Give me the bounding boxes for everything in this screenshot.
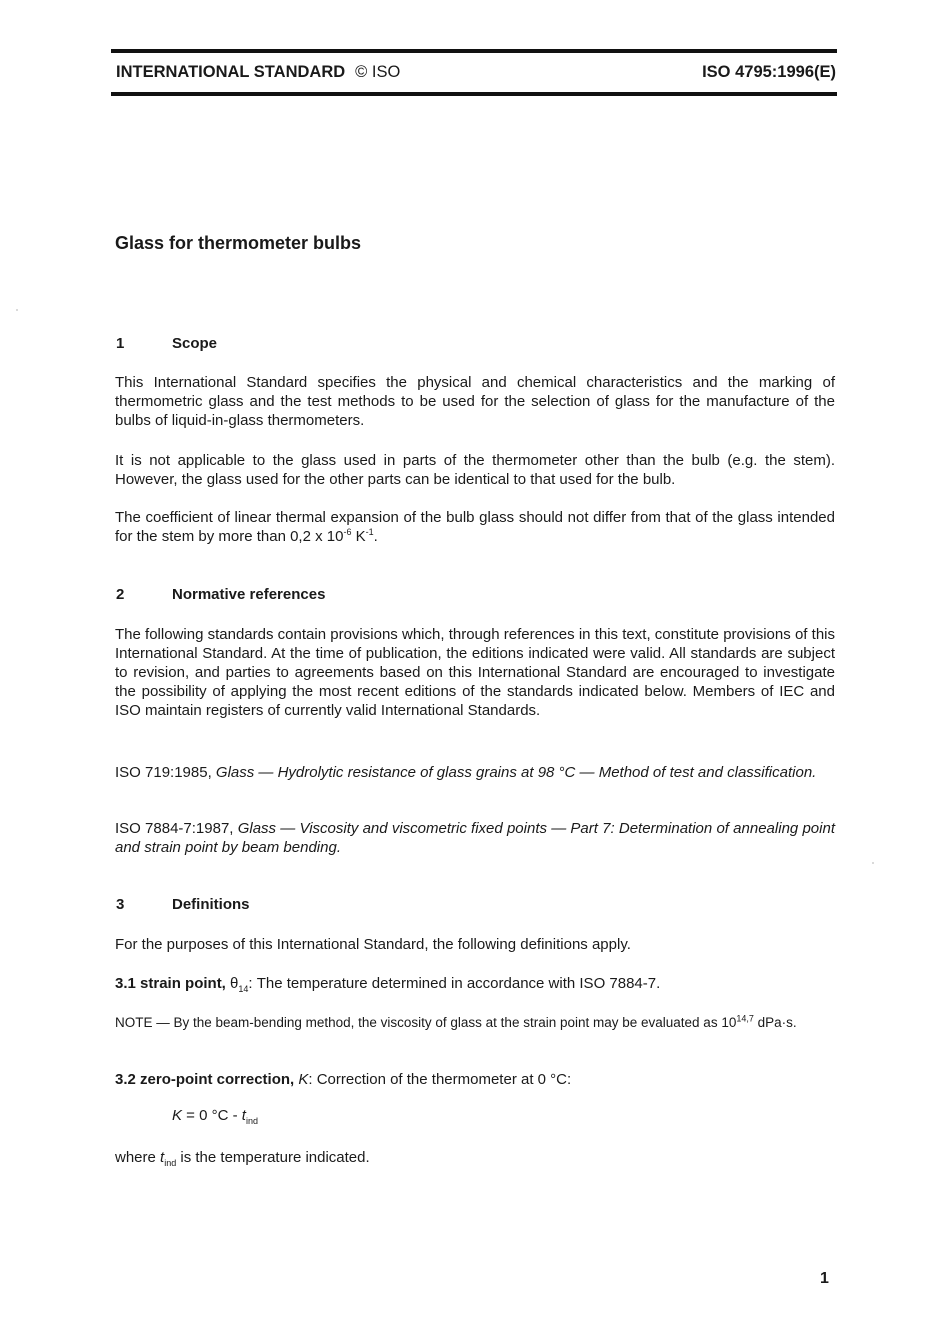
section-heading-scope bbox=[116, 335, 217, 352]
where-subscript: ind bbox=[164, 1158, 177, 1168]
note-unit: dPa·s. bbox=[753, 1015, 797, 1030]
header-copyright: © ISO bbox=[355, 63, 401, 81]
where-variable: t bbox=[160, 1149, 165, 1166]
scope-paragraph-3 bbox=[115, 508, 835, 546]
definition-symbol: K bbox=[298, 1071, 309, 1088]
definition-note bbox=[115, 1014, 835, 1031]
note-exponent: 14,7 bbox=[736, 1013, 754, 1024]
normative-paragraph: The following standards contain provisions which, through references in this text, constitute provisions of this International Standard. At the time of publication, the editions indicated were valid. All standards are subject to revision, and parties to agreements based on this International Standard are encouraged to investigate the possibility of applying the most recent editions of the standards indicated below. Members of IEC and ISO maintain registers of currently valid International Standards. bbox=[115, 626, 835, 719]
formula-lhs: K bbox=[172, 1107, 183, 1124]
definition-term: 3.2 zero-point correction, bbox=[115, 1071, 295, 1088]
formula-middle: = 0 °C - bbox=[182, 1107, 242, 1124]
header-standard-text: INTERNATIONAL STANDARD bbox=[116, 63, 346, 81]
section-number: 2 bbox=[116, 586, 125, 603]
where-text: where bbox=[115, 1149, 161, 1166]
section-title: Normative references bbox=[172, 586, 326, 603]
definition-symbol: θ bbox=[230, 975, 239, 992]
reference-title: Glass — Viscosity and viscometric fixed points — Part 7: Determination of annealing point and strain point by beam bending. bbox=[115, 820, 835, 856]
scan-speck bbox=[16, 309, 18, 311]
note-text: NOTE — By the beam-bending method, the viscosity of glass at the strain point may be evaluated as 10 bbox=[115, 1015, 737, 1030]
header-bottom-rule bbox=[111, 92, 837, 96]
scope-p3-exponent-2: -1 bbox=[365, 527, 374, 537]
scope-p3-exponent-1: -6 bbox=[343, 527, 352, 537]
page-number: 1 bbox=[820, 1270, 829, 1287]
definition-strain-point bbox=[115, 974, 835, 993]
scope-p3-unit: K bbox=[351, 528, 366, 545]
formula-explanation bbox=[115, 1148, 835, 1167]
formula-subscript: ind bbox=[245, 1116, 258, 1126]
definition-text: : The temperature determined in accordance with ISO 7884-7. bbox=[248, 975, 661, 992]
scope-paragraph-1: This International Standard specifies the physical and chemical characteristics and the marking of thermometric glass and the test methods to be used for the selection of glass for the manufacture of the bulbs of liquid-in-glass thermometers. bbox=[115, 374, 835, 429]
definition-symbol-subscript: 14 bbox=[238, 984, 249, 994]
header-top-rule bbox=[111, 49, 837, 53]
section-heading-definitions bbox=[116, 896, 250, 913]
definition-term: 3.1 strain point, bbox=[115, 975, 226, 992]
section-title: Scope bbox=[172, 335, 218, 352]
zero-point-formula bbox=[172, 1107, 258, 1126]
definitions-intro: For the purposes of this International Standard, the following definitions apply. bbox=[115, 936, 631, 953]
header-standard-label bbox=[116, 63, 400, 82]
definition-text: : Correction of the thermometer at 0 °C: bbox=[308, 1071, 572, 1088]
section-number: 1 bbox=[116, 335, 125, 352]
reference-iso-7884-7 bbox=[115, 819, 835, 857]
reference-title: Glass — Hydrolytic resistance of glass grains at 98 °C — Method of test and classification. bbox=[215, 764, 817, 781]
scope-p3-end: . bbox=[373, 528, 378, 545]
formula-variable: t bbox=[241, 1107, 246, 1124]
scan-speck bbox=[872, 862, 874, 864]
reference-iso-719 bbox=[115, 763, 835, 782]
reference-code: ISO 719:1985, bbox=[115, 764, 216, 781]
where-text-end: is the temperature indicated. bbox=[176, 1149, 370, 1166]
document-title: Glass for thermometer bulbs bbox=[115, 233, 362, 253]
scope-p3-text: The coefficient of linear thermal expansion of the bulb glass should not differ from that of the glass intended for the stem by more than 0,2 x 10 bbox=[115, 509, 835, 545]
definition-zero-point-correction bbox=[115, 1070, 835, 1089]
reference-code: ISO 7884-7:1987, bbox=[115, 820, 238, 837]
section-heading-normative-references bbox=[116, 586, 325, 603]
header-doc-number: ISO 4795:1996(E) bbox=[702, 63, 836, 81]
section-number: 3 bbox=[116, 896, 125, 913]
section-title: Definitions bbox=[172, 896, 250, 913]
scope-paragraph-2: It is not applicable to the glass used in parts of the thermometer other than the bulb (e.g. the stem). However, the glass used for the other parts can be identical to that used for the bulb. bbox=[115, 452, 835, 488]
